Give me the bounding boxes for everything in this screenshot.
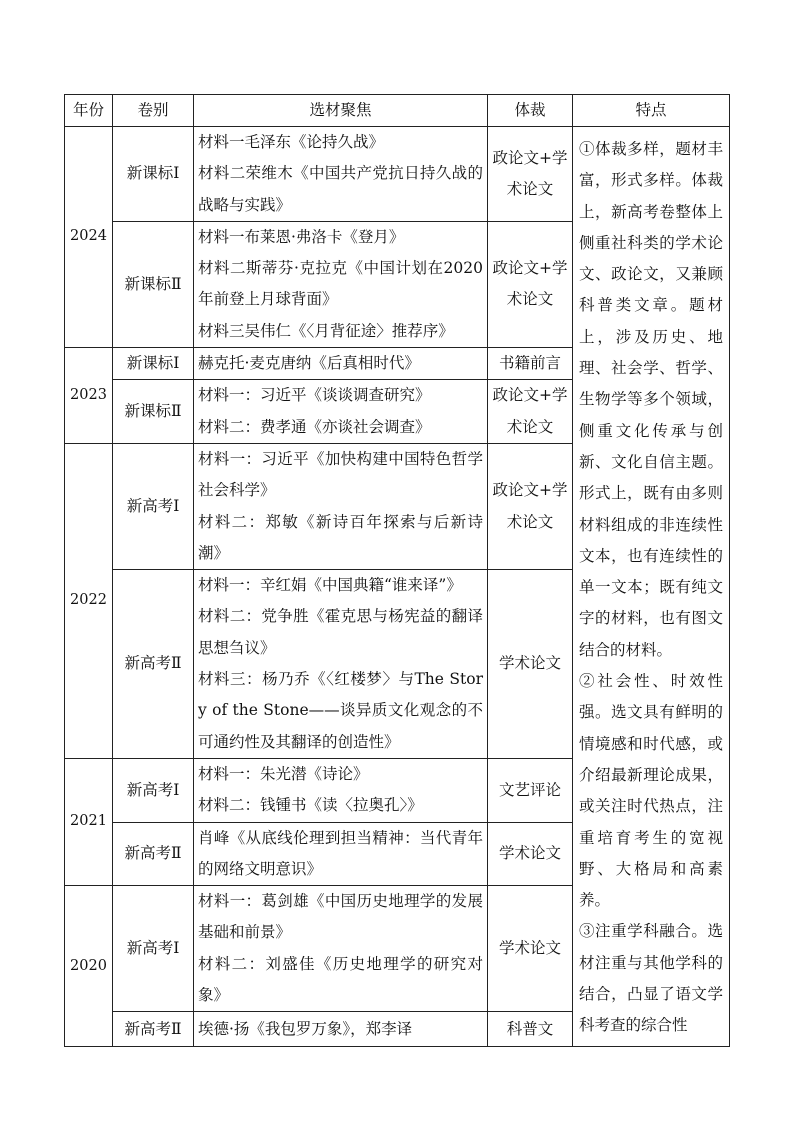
genre-cell: 科普文 [488,1012,573,1047]
material-text: 材料二：党争胜《霍克思与杨宪益的翻译思想刍议》 [198,607,483,657]
header-genre: 体裁 [488,95,573,127]
paper-cell: 新课标Ⅱ [113,221,194,347]
materials-cell [194,886,488,1012]
feature-3: ③注重学科融合。选材注重与其他学科的结合，凸显了语文学科考查的综合性 [579,922,723,1035]
genre-cell: 学术论文 [488,822,573,886]
paper-cell: 新课标Ⅱ [113,380,194,444]
paper-cell: 新高考Ⅱ [113,570,194,759]
materials-cell [194,380,488,444]
genre-cell: 文艺评论 [488,758,573,822]
materials-cell [194,443,488,569]
header-features: 特点 [573,95,730,127]
material-text: 材料一：习近平《加快构建中国特色哲学社会科学》 [198,449,483,500]
table-row [65,127,730,222]
paper-cell: 新高考Ⅰ [113,443,194,569]
paper-cell: 新高考Ⅱ [113,1012,194,1047]
material-text: 材料二：钱锺书《读〈拉奥孔〉》 [198,796,423,815]
genre-cell: 政论文+学术论文 [488,443,573,569]
genre-cell: 学术论文 [488,570,573,759]
material-text: 材料二：郑敏《新诗百年探索与后新诗潮》 [198,512,483,562]
genre-cell: 政论文+学术论文 [488,221,573,347]
materials-cell [194,348,488,380]
paper-cell: 新课标Ⅰ [113,127,194,222]
paper-cell: 新高考Ⅰ [113,758,194,822]
material-text: 材料一毛泽东《论持久战》 [198,133,385,151]
year-cell: 2023 [65,348,113,444]
paper-cell: 新高考Ⅰ [113,886,194,1012]
genre-cell: 政论文+学术论文 [488,380,573,444]
material-text: 材料一：辛红娟《中国典籍“谁来译”》 [198,576,462,595]
header-materials: 选材聚焦 [194,95,488,127]
materials-cell [194,127,488,222]
material-text: 材料一：习近平《谈谈调查研究》 [198,386,431,405]
materials-cell [194,822,488,886]
material-text: 材料三：杨乃乔《〈红楼梦〉与The Story of the Stone——谈异质文化观念的不可通约性及其翻译的创造性》 [198,670,483,751]
material-text: 肖峰《从底线伦理到担当精神：当代青年的网络文明意识》 [198,828,483,878]
material-text: 材料一：朱光潜《诗论》 [198,764,369,783]
materials-cell [194,1012,488,1047]
materials-cell [194,570,488,759]
material-text: 埃德·扬《我包罗万象》，郑李译 [198,1019,413,1038]
year-cell: 2021 [65,758,113,885]
material-text: 赫克托·麦克唐纳《后真相时代》 [198,354,420,373]
materials-cell [194,758,488,822]
material-text: 材料三吴伟仁《〈月背征途〉推荐序》 [198,321,454,340]
material-text: 材料二：刘盛佳《历史地理学的研究对象》 [198,954,483,1005]
material-text: 材料一：葛剑雄《中国历史地理学的发展基础和前景》 [198,892,483,942]
material-text: 材料二：费孝通《亦谈社会调查》 [198,417,431,436]
exam-materials-table [64,94,730,1047]
year-cell: 2024 [65,127,113,348]
material-text: 材料二荣维木《中国共产党抗日持久战的战略与实践》 [198,164,483,214]
feature-1: ①体裁多样，题材丰富，形式多样。体裁上，新高考卷整体上侧重社科类的学术论文、政论文，又兼顾科普类文章。题材上，涉及历史、地理、社会学、哲学、生物学等多个领域，侧重文化传承与创新、文化自信主题。形式上，既有由多则材料组成的非连续性文本，也有连续性的单一文本；既有纯文字的材料，也有图文结合的材料。 [579,140,723,659]
material-text: 材料一布莱恩·弗洛卡《登月》 [198,227,405,246]
year-cell: 2022 [65,443,113,758]
materials-cell [194,221,488,347]
year-cell: 2020 [65,886,113,1047]
material-text: 材料二斯蒂芬·克拉克《中国计划在2020年前登上月球背面》 [198,259,483,309]
feature-2: ②社会性、时效性强。选文具有鲜明的情境感和时代感，或介绍最新理论成果，或关注时代热点，注重培育考生的宽视野、大格局和高素养。 [579,672,723,910]
header-paper: 卷别 [113,95,194,127]
table-header-row [65,95,730,127]
genre-cell: 政论文+学术论文 [488,127,573,222]
paper-cell: 新课标Ⅰ [113,348,194,380]
features-cell [573,127,730,1047]
genre-cell: 学术论文 [488,886,573,1012]
header-year: 年份 [65,95,113,127]
genre-cell: 书籍前言 [488,348,573,380]
paper-cell: 新高考Ⅱ [113,822,194,886]
